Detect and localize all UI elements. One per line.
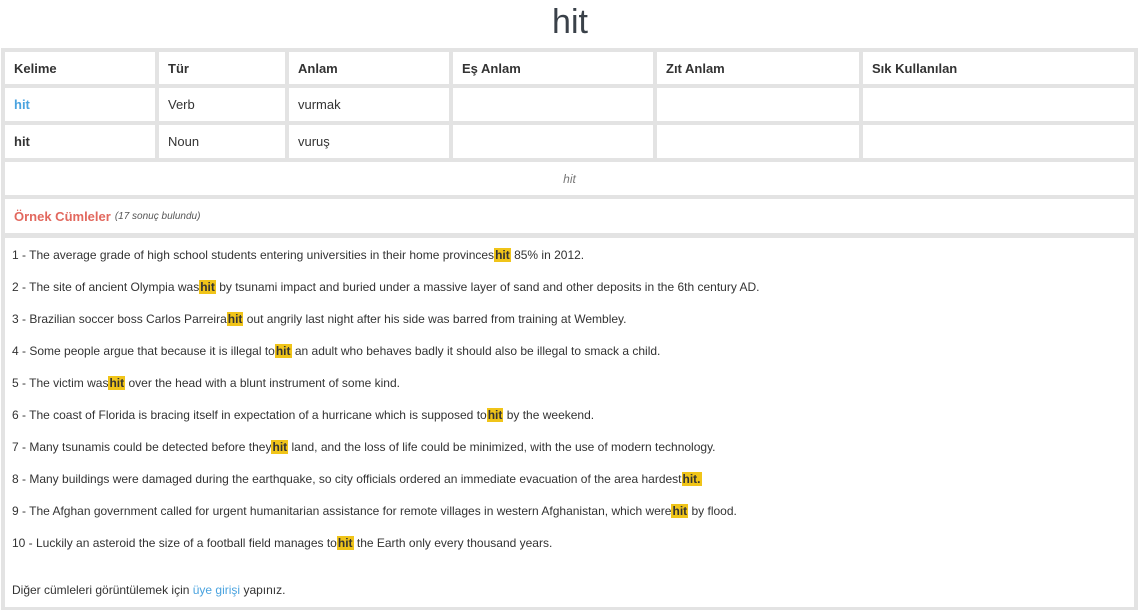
word-type: Verb [159,88,285,121]
word-antonym [657,88,859,121]
word-link[interactable]: hit [5,88,155,121]
header-es-anlam: Eş Anlam [453,52,653,84]
sentences-list [5,238,1134,607]
list-item: 7 - Many tsunamis could be detected before theyhit land, and the loss of life could be minimized, with the use of modern technology. [12,440,716,454]
word-type: Noun [159,125,285,158]
highlight: hit [672,504,688,518]
list-item: 6 - The coast of Florida is bracing itself in expectation of a hurricane which is supposed tohit by the weekend. [12,408,595,422]
page-title: hit [552,3,588,41]
list-item: 10 - Luckily an asteroid the size of a football field manages tohit the Earth only every thousand years. [12,536,553,550]
highlight: hit [495,248,510,262]
highlight: hit [487,408,503,422]
dictionary-panel [1,48,1138,610]
highlight: hit [337,536,353,550]
highlight: hit [275,344,291,358]
word-synonym [453,125,653,158]
highlight: hit. [682,472,701,486]
highlight: hit [227,312,243,326]
list-item: 1 - The average grade of high school students entering universities in their home provinceshit 85% in 2012. [12,248,585,262]
list-item: 3 - Brazilian soccer boss Carlos Parreirahit out angrily last night after his side was barred from training at Wembley. [12,312,627,326]
highlight: hit [109,376,125,390]
login-link[interactable]: üye girişi [192,583,241,597]
highlight: hit [272,440,288,454]
list-item: 9 - The Afghan government called for urgent humanitarian assistance for remote villages in western Afghanistan, which werehit by flood. [12,504,737,518]
word-synonym [453,88,653,121]
list-item: 5 - The victim washit over the head with a blunt instrument of some kind. [12,376,400,390]
header-anlam: Anlam [289,52,449,84]
list-item: 4 - Some people argue that because it is illegal tohit an adult who behaves badly it should also be illegal to smack a child. [12,344,661,358]
word-meaning: vuruş [289,125,449,158]
header-sik-kullanilan: Sık Kullanılan [863,52,1134,84]
examples-title: Örnek Cümleler [14,208,111,224]
login-note: Diğer cümleleri görüntülemek için üye girişi yapınız. [12,583,286,597]
header-kelime: Kelime [5,52,155,84]
header-zit-anlam: Zıt Anlam [657,52,859,84]
word-common [863,88,1134,121]
word-antonym [657,125,859,158]
word-meaning: vurmak [289,88,449,121]
list-item: 8 - Many buildings were damaged during the earthquake, so city officials ordered an immediate evacuation of the area hardesthit. [12,472,701,486]
highlight: hit [200,280,215,294]
list-item: 2 - The site of ancient Olympia washit by tsunami impact and buried under a massive layer of sand and other deposits in the 6th century AD. [12,280,760,294]
word-common [863,125,1134,158]
examples-count: (17 sonuç bulundu) [114,210,201,222]
word-text: hit [5,125,155,158]
examples-header [5,199,1134,233]
header-tur: Tür [159,52,285,84]
word-display: hit [5,162,1134,195]
